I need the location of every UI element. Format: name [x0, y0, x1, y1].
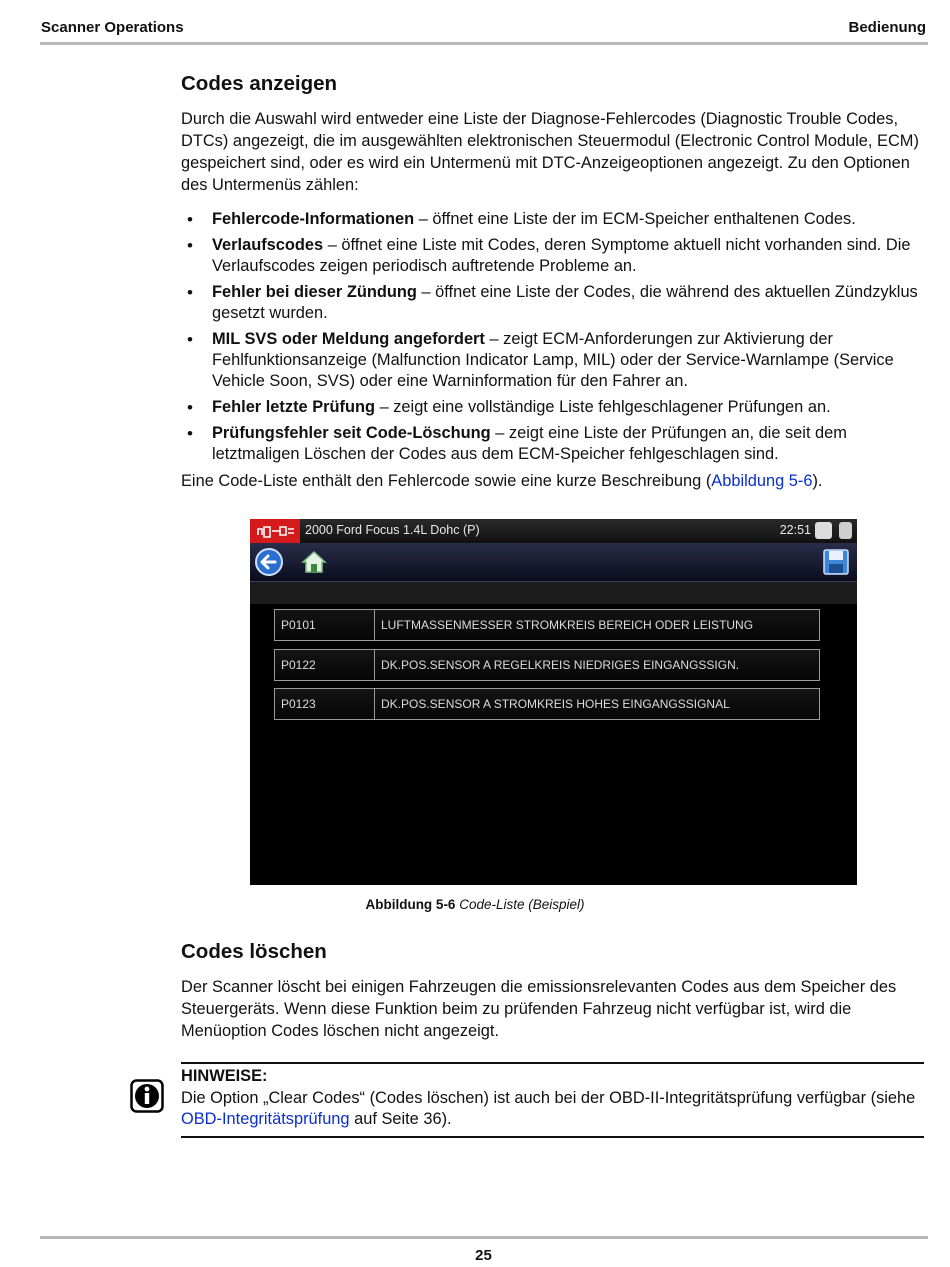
- table-row[interactable]: [274, 609, 820, 641]
- dtc-code: P0122: [275, 650, 375, 680]
- option-term: Verlaufscodes: [212, 236, 324, 254]
- header-rule: [40, 42, 928, 45]
- dtc-code: P0101: [275, 610, 375, 640]
- dtc-code: P0123: [275, 689, 375, 719]
- submenu-options-list: [181, 209, 926, 465]
- section-codes-loeschen: [181, 940, 926, 1042]
- note-top-rule: [181, 1062, 924, 1064]
- table-row[interactable]: [274, 649, 820, 681]
- figure-caption: [0, 897, 950, 912]
- note-text-end: auf Seite 36).: [349, 1110, 452, 1128]
- list-item: [181, 282, 926, 324]
- battery-icon: [839, 522, 852, 539]
- list-item: [181, 209, 926, 230]
- option-term: Fehlercode-Informationen: [212, 210, 415, 228]
- save-button[interactable]: [820, 546, 852, 578]
- note-bottom-rule: [181, 1136, 924, 1138]
- section-codes-anzeigen: [181, 72, 926, 492]
- body-paragraph: Der Scanner löscht bei einigen Fahrzeugen die emissionsrelevanten Codes aus dem Speicher des Steuergeräts. Wenn diese Funktion beim zu prüfenden Fahrzeug nicht verfügbar ist, wird die Menüoption Codes löschen nicht angezeigt.: [181, 978, 897, 1040]
- running-header-right: Bedienung: [848, 19, 926, 36]
- intro-paragraph: Durch die Auswahl wird entweder eine Liste der Diagnose-Fehlercodes (Diagnostic Trouble Codes, DTCs) angezeigt, die im ausgewählten elektronischen Steuermodul (Electronic Control Module, ECM) gespeichert sind, oder es wird ein Untermenü mit DTC-Anzeigeoptionen angezeigt. Zu den Optionen des Untermenüs zählen:: [181, 110, 919, 194]
- list-item: [181, 397, 926, 418]
- closing-paragraph: [181, 470, 926, 492]
- section-heading: Codes anzeigen: [181, 72, 338, 95]
- closing-text-end: ).: [812, 472, 823, 490]
- signal-icon: [815, 522, 832, 539]
- option-description: – zeigt eine vollständige Liste fehlgeschlagener Prüfungen an.: [375, 398, 831, 416]
- dtc-description: DK.POS.SENSOR A STROMKREIS HOHES EINGANGSSIGNAL: [381, 697, 730, 711]
- option-term: Fehler bei dieser Zündung: [212, 283, 417, 301]
- home-button[interactable]: [298, 546, 330, 578]
- clock: 22:51: [779, 523, 811, 537]
- vehicle-title: 2000 Ford Focus 1.4L Dohc (P): [305, 523, 480, 537]
- figure-link[interactable]: Abbildung 5-6: [711, 472, 813, 490]
- obd-integrity-link[interactable]: OBD-Integritätsprüfung: [181, 1110, 350, 1128]
- header-band: [250, 582, 857, 604]
- list-item: [181, 329, 926, 392]
- closing-text: Eine Code-Liste enthält den Fehlercode sowie eine kurze Beschreibung (: [181, 472, 712, 490]
- note-title: HINWEISE:: [181, 1067, 268, 1085]
- option-description: – zeigt eine Liste der Prüfungen an, die seit dem letztmaligen Löschen der Codes aus dem ECM-Speicher fehlgeschlagen sind.: [212, 424, 847, 463]
- toolbar: [250, 543, 857, 582]
- option-term: Fehler letzte Prüfung: [212, 398, 376, 416]
- dtc-description: LUFTMASSENMESSER STROMKREIS BEREICH ODER LEISTUNG: [381, 618, 754, 632]
- running-header-left: Scanner Operations: [41, 19, 184, 36]
- option-description: – öffnet eine Liste der Codes, die während des aktuellen Zündzyklus gesetzt wurden.: [212, 283, 918, 322]
- table-row[interactable]: [274, 688, 820, 720]
- page-number: 25: [475, 1247, 492, 1264]
- section-heading: Codes löschen: [181, 940, 327, 963]
- option-description: – zeigt ECM-Anforderungen zur Aktivierung der Fehlfunktionsanzeige (Malfunction Indicator Lamp, MIL) oder der Service-Warnlampe (Service Vehicle Soon, SVS) oder eine Warninformation für den Fahrer an.: [212, 330, 894, 390]
- info-icon: [130, 1079, 164, 1113]
- back-button[interactable]: [253, 546, 285, 578]
- option-term: MIL SVS oder Meldung angefordert: [212, 330, 485, 348]
- figure-number: Abbildung 5-6: [365, 897, 456, 912]
- vci-connection-icon: [250, 519, 300, 543]
- plug-icon: [250, 519, 300, 543]
- figure-title: Code-Liste (Beispiel): [459, 897, 585, 912]
- note-text-start: Die Option „Clear Codes“ (Codes löschen) ist auch bei der OBD-II-Integritätsprüfung verfügbar (siehe: [181, 1089, 916, 1107]
- list-item: [181, 235, 926, 277]
- status-bar: [250, 519, 857, 543]
- code-list-screenshot: [250, 519, 857, 885]
- note-text: [181, 1088, 926, 1130]
- list-item: [181, 423, 926, 465]
- option-description: – öffnet eine Liste mit Codes, deren Symptome aktuell nicht vorhanden sind. Die Verlaufscodes zeigen periodisch auftretende Probleme an.: [212, 236, 911, 275]
- option-term: Prüfungsfehler seit Code-Löschung: [212, 424, 491, 442]
- option-description: – öffnet eine Liste der im ECM-Speicher enthaltenen Codes.: [414, 210, 856, 228]
- dtc-description: DK.POS.SENSOR A REGELKREIS NIEDRIGES EINGANGSSIGN.: [381, 658, 740, 672]
- footer-rule: [40, 1236, 928, 1239]
